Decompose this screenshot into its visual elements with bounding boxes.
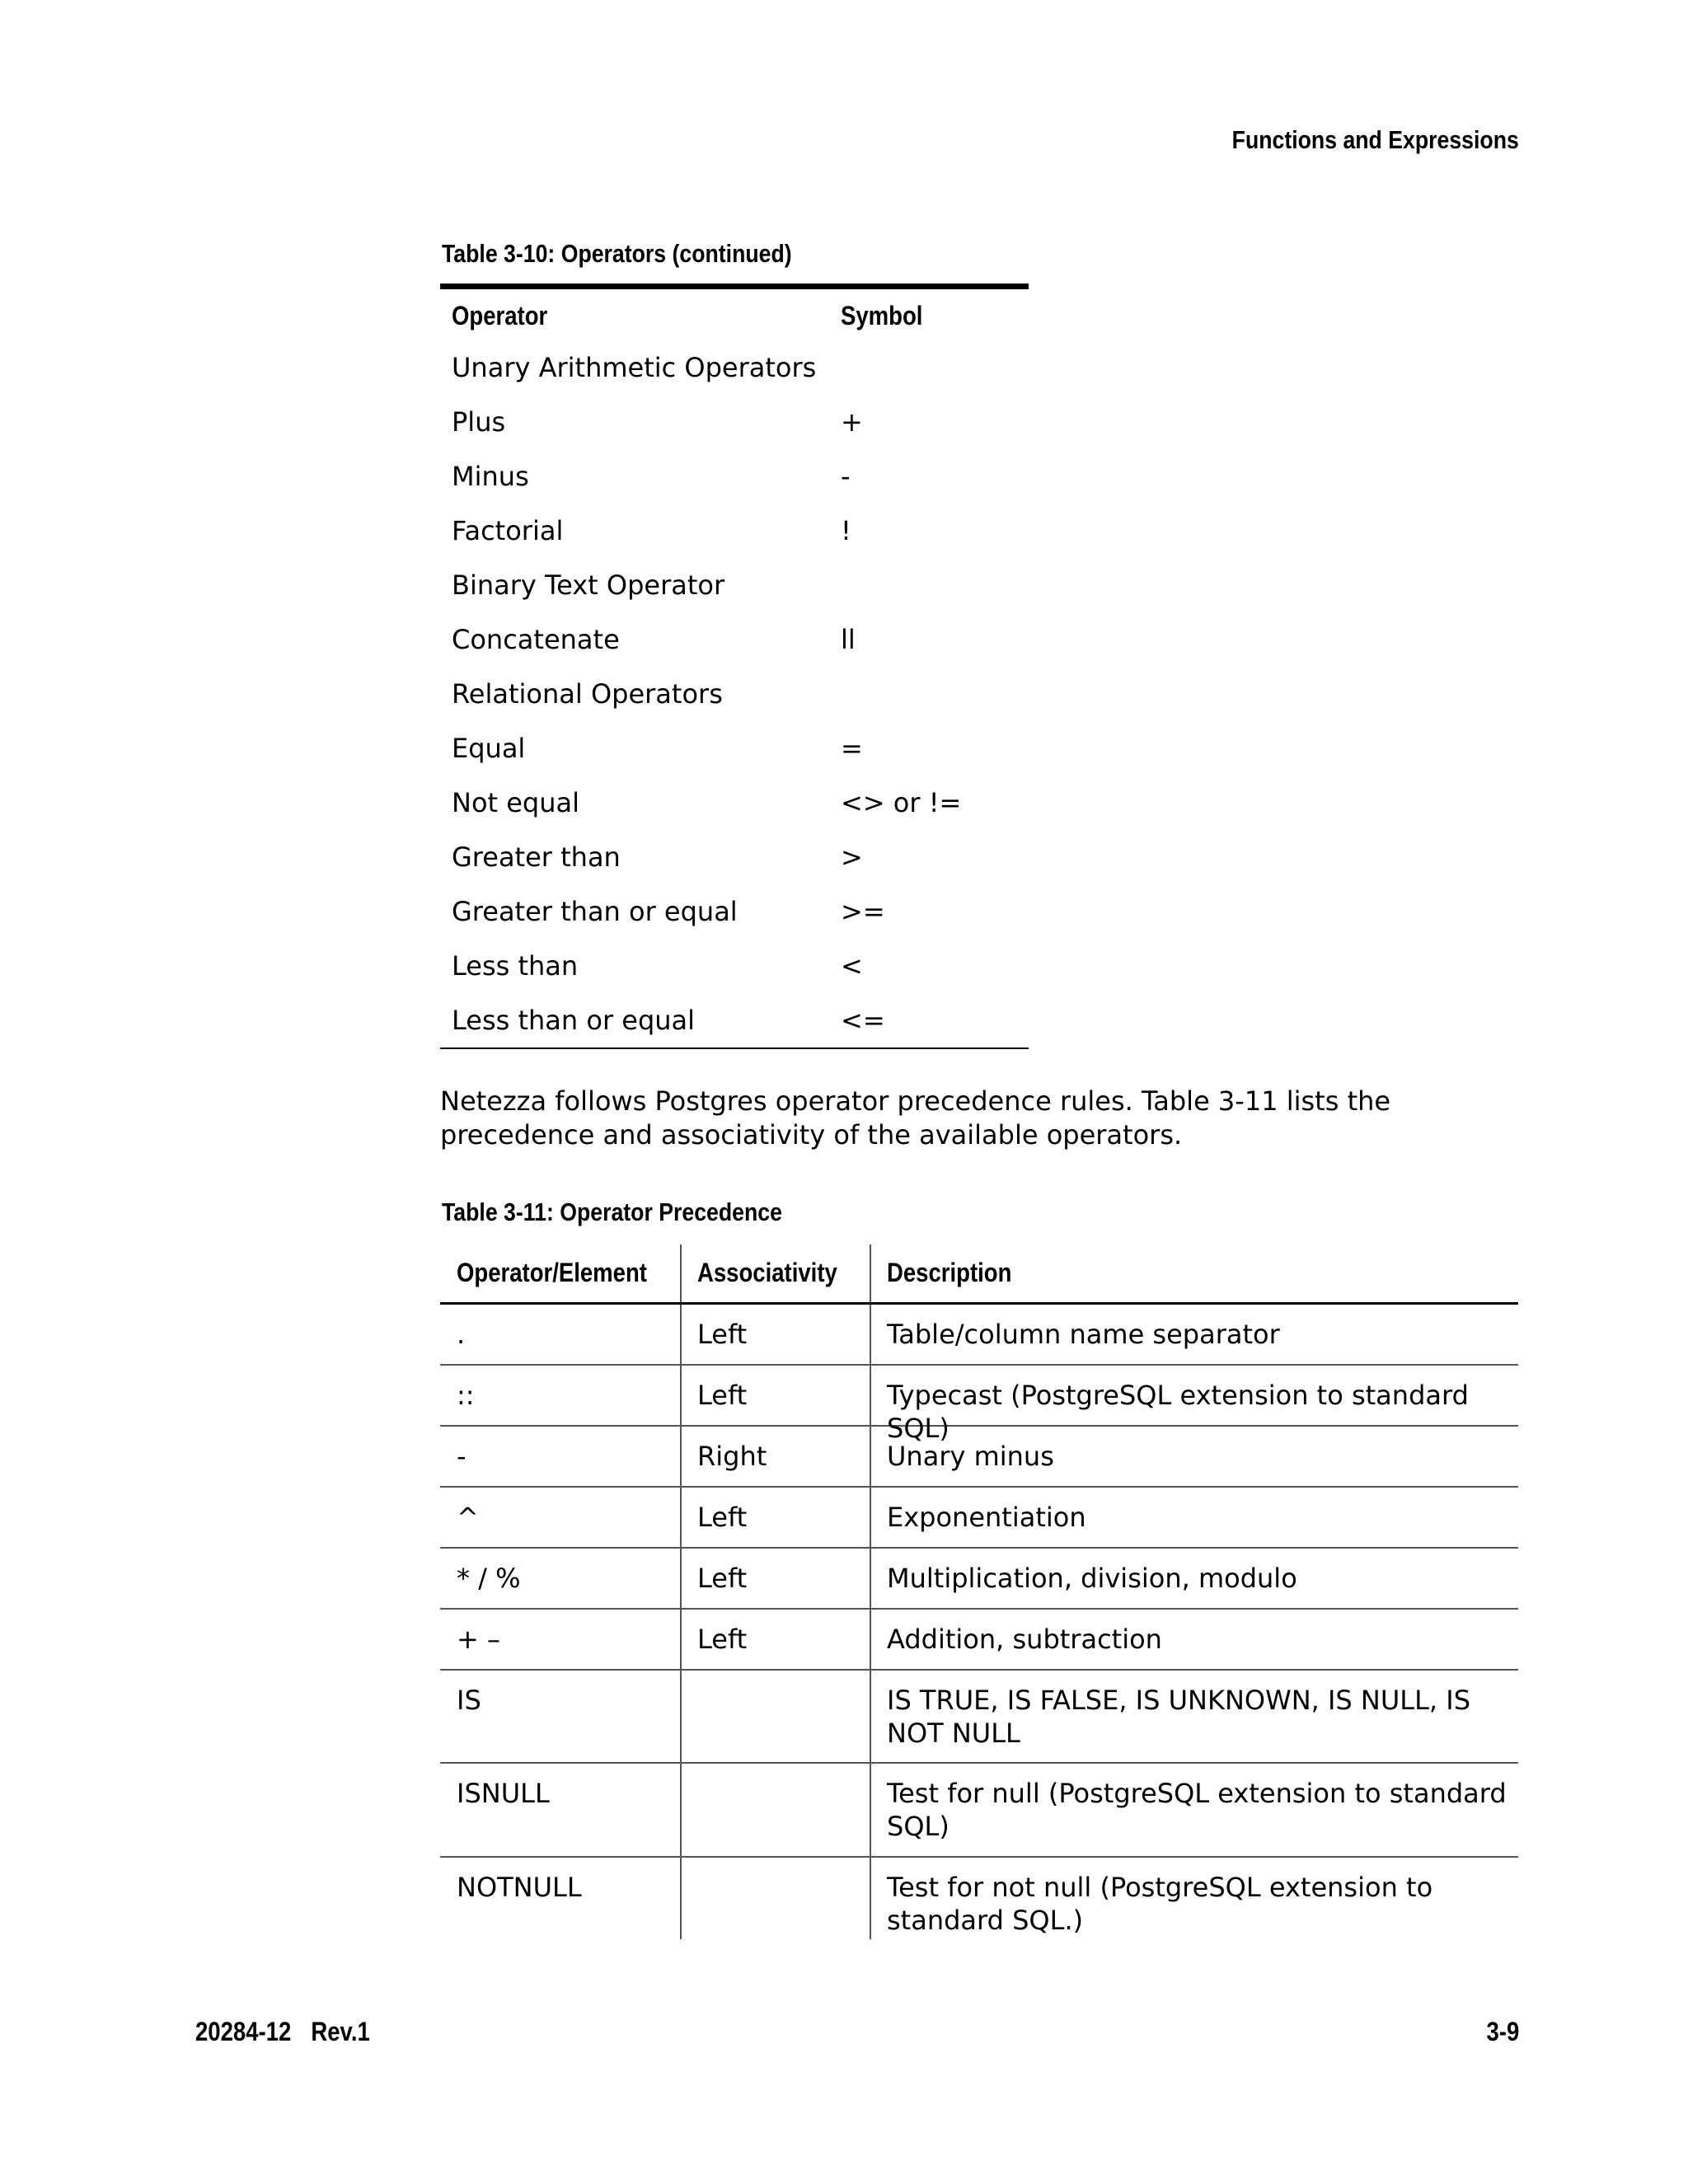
description-cell: Test for null (PostgreSQL extension to standard SQL) [887,1778,1507,1842]
operator-name-cell: Greater than [452,841,621,873]
operator-symbol-cell: = [841,733,863,764]
associativity-cell: Left [697,1624,748,1655]
table-row [440,1764,1518,1858]
operator-element-cell: :: [457,1380,475,1411]
associativity-cell: Left [697,1380,748,1411]
table-row [440,881,1029,935]
operator-element-cell: ^ [457,1502,479,1533]
operator-element-cell: - [457,1441,467,1472]
table-row [440,609,1029,663]
operators-table [440,284,1029,1049]
table-row [440,555,1029,609]
description-cell: Typecast (PostgreSQL extension to standard SQL) [887,1380,1469,1444]
operator-element-cell: NOTNULL [457,1872,582,1903]
table-3-10-caption: Table 3-10: Operators (continued) [442,239,792,268]
table-row [440,1427,1518,1488]
operator-name-cell: Less than [452,950,579,982]
description-cell: Test for not null (PostgreSQL extension to standard SQL.) [887,1872,1433,1936]
associativity-cell: Left [697,1319,748,1350]
operator-symbol-cell: ! [841,515,851,546]
table-row [440,1305,1518,1366]
operator-symbol-cell: > [841,841,863,873]
table-row [440,990,1029,1044]
operator-symbol-cell: - [841,461,851,492]
table-3-11-caption: Table 3-11: Operator Precedence [442,1197,782,1226]
operator-name-cell: Factorial [452,515,564,546]
table-bottom-rule [440,1047,1029,1049]
operator-element-cell: ISNULL [457,1778,550,1809]
table-header-row [440,289,1029,337]
description-cell: Table/column name separator [887,1319,1280,1350]
column-header-operator: Operator [452,301,548,330]
table-row [440,446,1029,500]
table-row [440,1549,1518,1610]
operator-element-cell: IS [457,1685,481,1716]
table-row [440,827,1029,881]
description-cell: Multiplication, division, modulo [887,1563,1297,1594]
description-cell: Addition, subtraction [887,1624,1162,1655]
table-row [440,935,1029,990]
operator-symbol-cell: <= [841,1005,885,1036]
description-cell: IS TRUE, IS FALSE, IS UNKNOWN, IS NULL, IS NOT NULL [887,1685,1471,1749]
associativity-cell: Right [697,1441,767,1472]
table-top-rule [440,284,1029,289]
operator-symbol-cell: < [841,950,863,982]
document-number: 20284-12 [195,2017,292,2046]
running-header: Functions and Expressions [1231,125,1519,154]
table-row [440,391,1029,446]
operator-symbol-cell: + [841,406,863,438]
column-header-operator-element: Operator/Element [457,1258,647,1287]
table-header-row [440,1244,1518,1305]
associativity-cell: Left [697,1563,748,1594]
table-row [440,718,1029,772]
operator-element-cell: + – [457,1624,500,1655]
operator-name-cell: Unary Arithmetic Operators [452,352,817,383]
operator-symbol-cell: >= [841,896,885,927]
associativity-cell: Left [697,1502,748,1533]
operator-name-cell: Concatenate [452,624,620,655]
operator-name-cell: Less than or equal [452,1005,696,1036]
footer-doc-info [195,2017,390,2047]
description-cell: Unary minus [887,1441,1054,1472]
table-row [440,1366,1518,1444]
operator-symbol-cell: ll [841,624,856,655]
operator-precedence-table [440,1244,1518,1950]
operator-name-cell: Not equal [452,787,580,818]
table-row [440,1488,1518,1549]
table-row [440,663,1029,718]
column-header-symbol: Symbol [841,301,923,330]
operator-name-cell: Relational Operators [452,678,723,710]
page-number: 3-9 [1486,2017,1519,2046]
operator-name-cell: Binary Text Operator [452,569,725,601]
operator-element-cell: . [457,1319,466,1350]
table-row [440,337,1029,391]
operator-name-cell: Plus [452,406,506,438]
description-cell: Exponentiation [887,1502,1086,1533]
operator-symbol-cell: <> or != [841,787,962,818]
operator-name-cell: Equal [452,733,526,764]
revision: Rev.1 [311,2017,370,2046]
operator-name-cell: Greater than or equal [452,896,738,927]
table-row [440,500,1029,555]
column-header-description: Description [887,1258,1012,1287]
table-row [440,1858,1518,1950]
operator-element-cell: * / % [457,1563,521,1594]
column-header-associativity: Associativity [697,1258,837,1287]
table-row [440,1610,1518,1671]
precedence-paragraph: Netezza follows Postgres operator precedence rules. Table 3-11 lists the precedence and associativity of the available operators. [440,1085,1391,1151]
table-row [440,1671,1518,1764]
operator-name-cell: Minus [452,461,529,492]
table-row [440,772,1029,827]
